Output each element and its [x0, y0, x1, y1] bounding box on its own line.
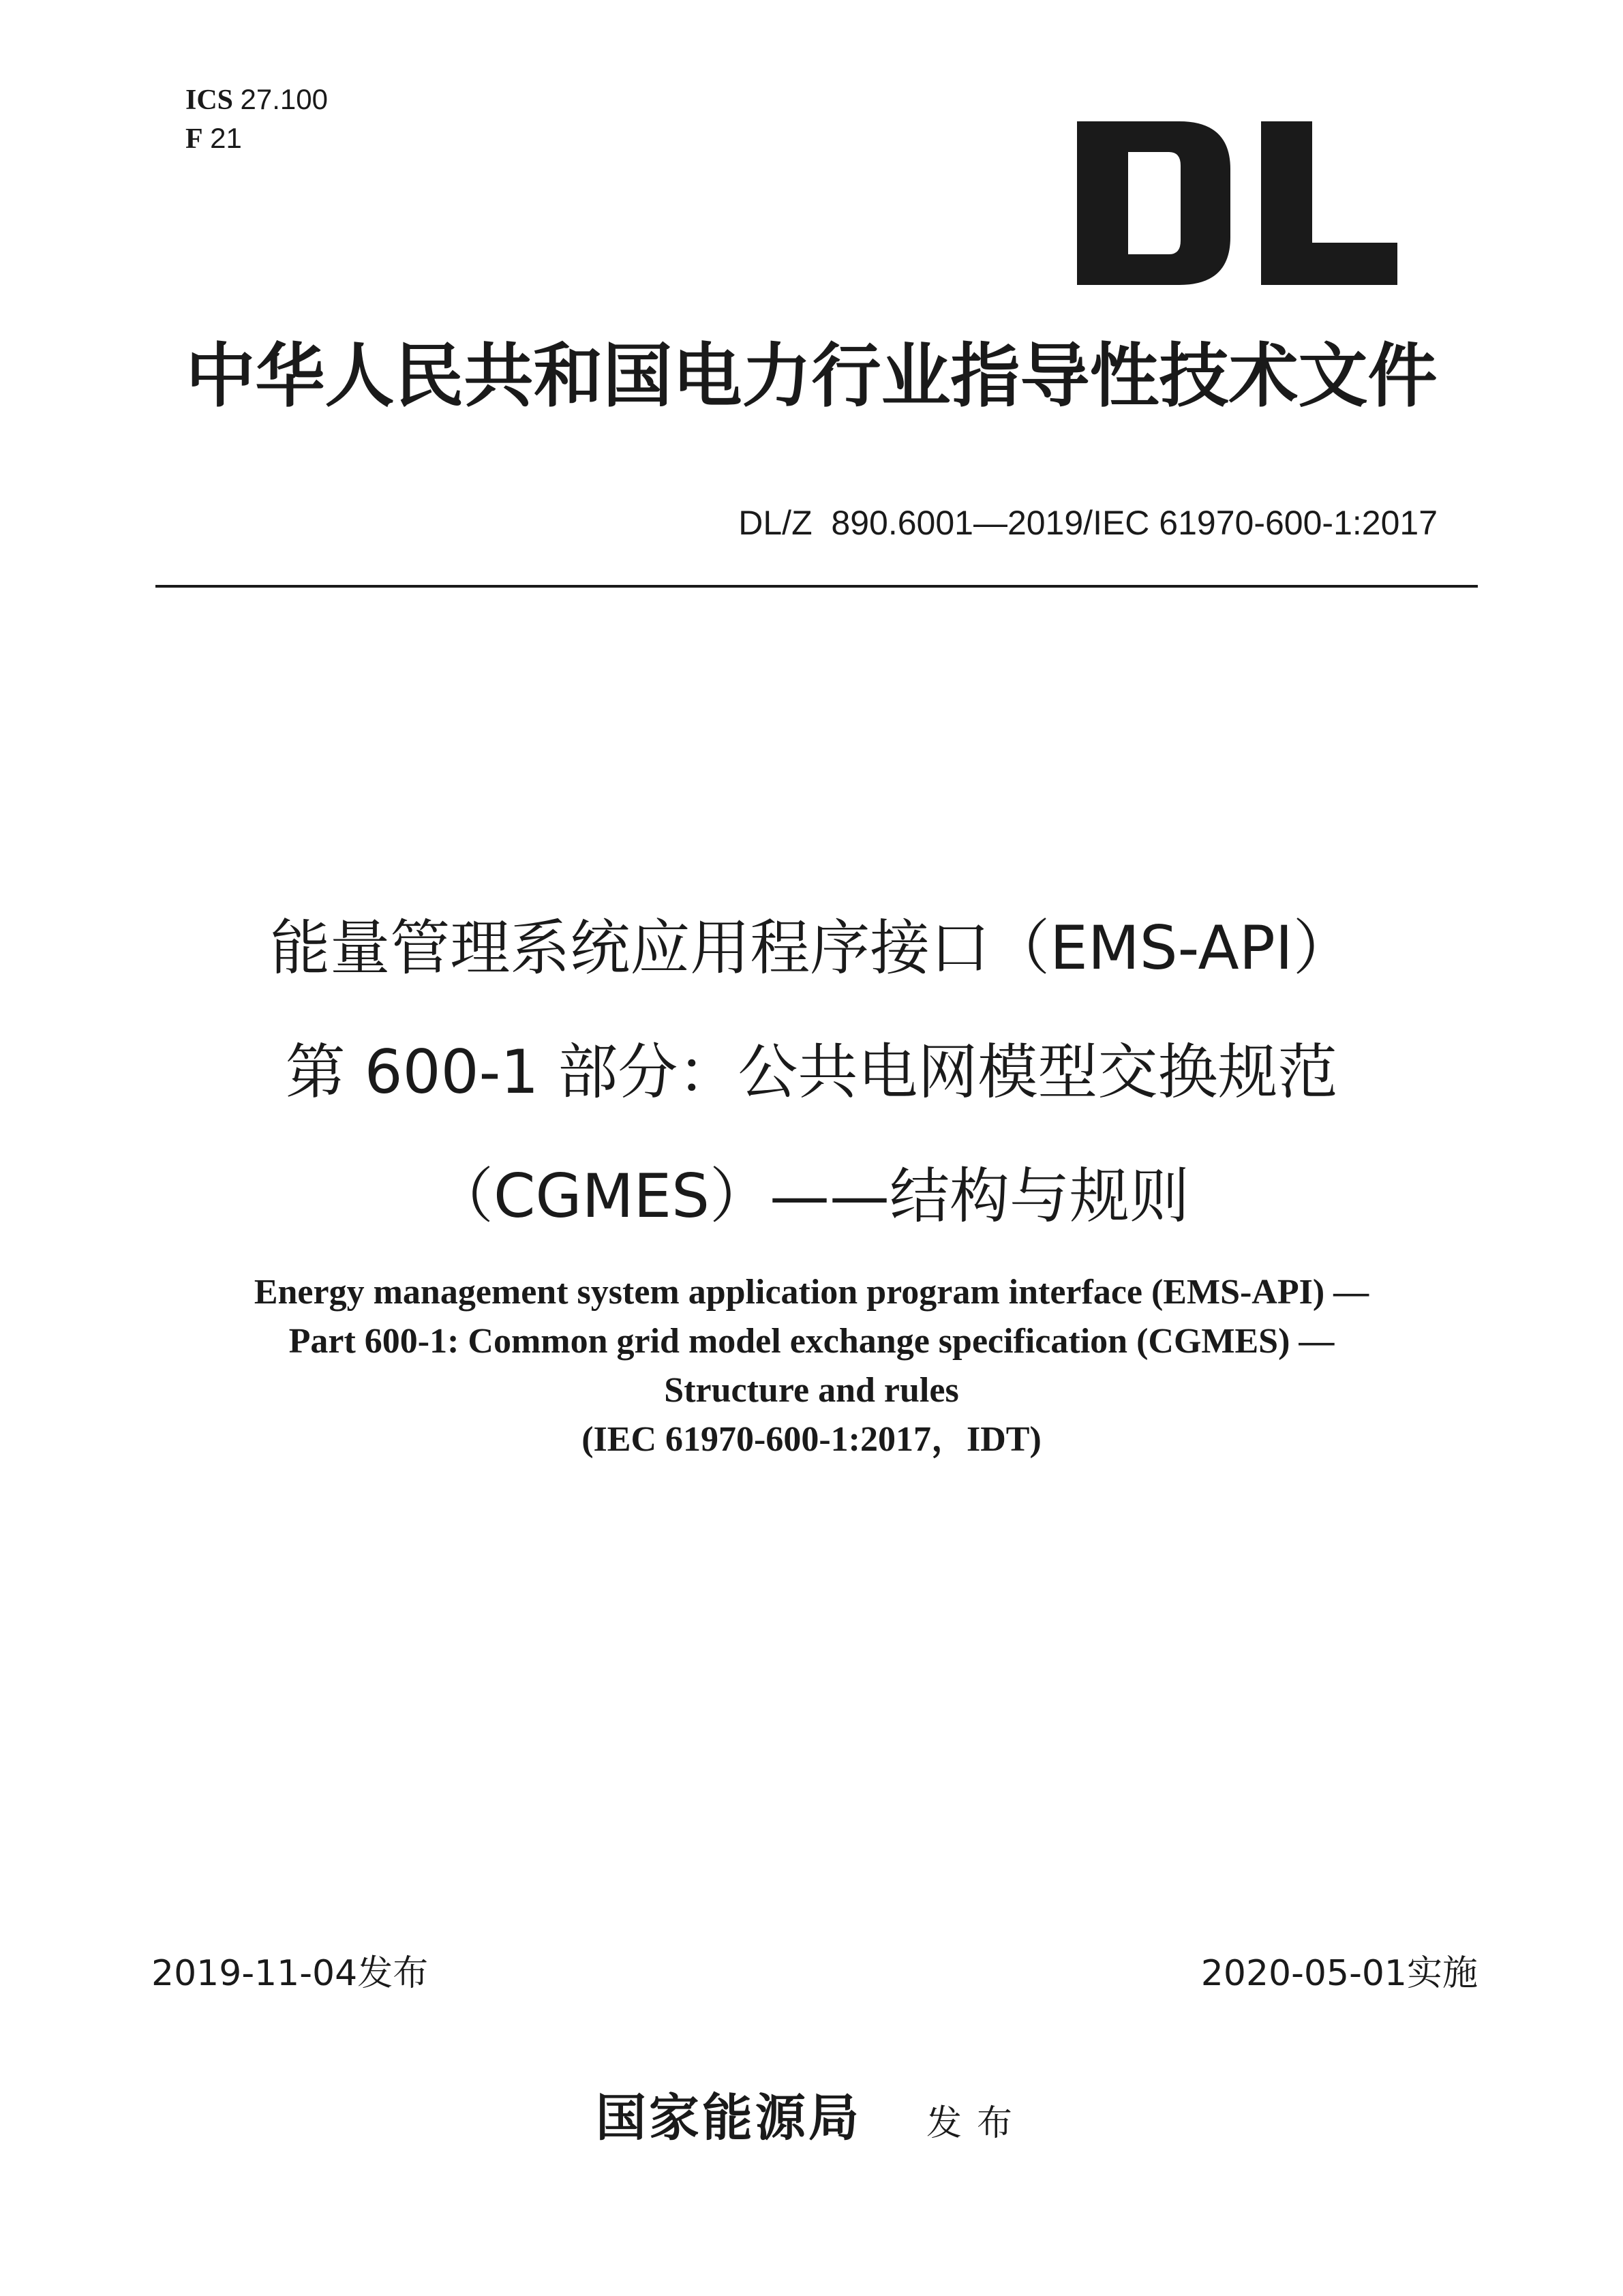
publisher-name: 国家能源局: [595, 2089, 862, 2147]
implementation-date: 2020-05-01实施: [1200, 1953, 1478, 1994]
dl-logo-mark: [1077, 121, 1397, 285]
dl-logo: [1077, 121, 1397, 285]
organization-title: 中华人民共和国电力行业指导性技术文件: [185, 336, 1438, 417]
ics-code: ICS 27.100: [185, 83, 329, 116]
header-divider: [155, 585, 1478, 588]
title-en-line-3: Structure and rules: [664, 1371, 959, 1410]
standard-number: DL/Z 890.6001—2019/IEC 61970-600-1:2017: [738, 504, 1438, 542]
title-cn-line-2: 第 600-1 部分：公共电网模型交换规范: [285, 1037, 1338, 1107]
title-en-line-2: Part 600-1: Common grid model exchange specification (CGMES) —: [288, 1322, 1335, 1361]
title-english: [0, 1268, 1623, 1464]
title-en-line-1: Energy management system application program interface (EMS-API) —: [254, 1273, 1369, 1312]
title-cn-line-3: （CGMES）——结构与规则: [433, 1161, 1190, 1231]
publisher-action: 发布: [926, 2103, 1028, 2144]
issue-date: 2019-11-04发布: [151, 1953, 429, 1994]
title-chinese: [0, 886, 1623, 1258]
publisher: [0, 2078, 1623, 2150]
classification-codes: [185, 80, 328, 158]
title-en-line-4: (IEC 61970-600-1:2017，IDT): [581, 1420, 1042, 1459]
ccs-code: F 21: [185, 122, 242, 155]
title-cn-line-1: 能量管理系统应用程序接口（EMS-API）: [270, 913, 1353, 983]
